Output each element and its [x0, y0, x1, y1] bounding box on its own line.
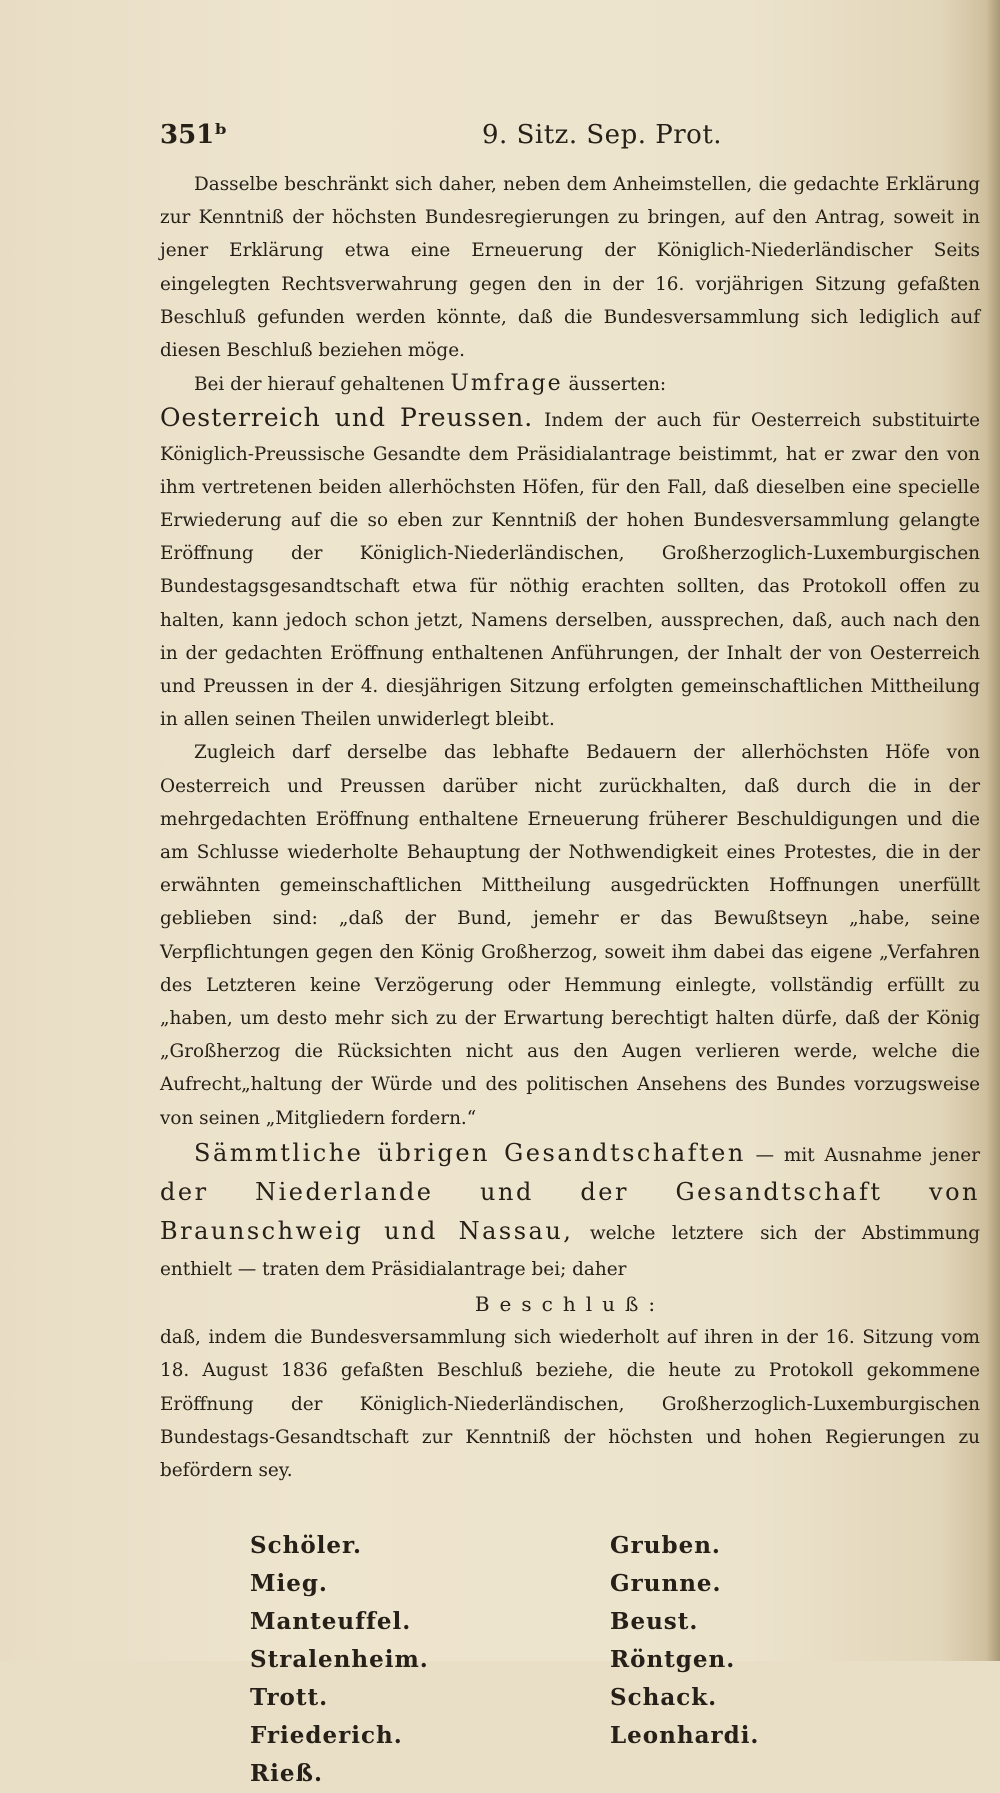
signature: Beust. [610, 1608, 699, 1636]
gesandtschaften-exceptions: der Niederlande und der Gesandtschaft von Braunschweig und Nassau, [160, 1177, 980, 1245]
paragraph-zugleich: Zugleich darf derselbe das lebhafte Bedauern der allerhöchsten Höfe von Oesterreich und Preussen darüber nicht zurückhalten, daß durch die in der mehrgedachten Eröffnung enthaltene Erneuerung früherer Beschuldigungen und die am Schlusse wiederholte Behauptung der Nothwendigkeit eines Protestes, die in der erwähnten gemeinschaftlichen Mittheilung ausgedrückten Hoffnungen unerfüllt geblieben sind: „daß der Bund, jemehr er das Bewußtseyn „habe, seine Verpflichtungen gegen den König Großherzog, soweit ihm dabei das eigene „Verfahren des Letzteren keine Verzögerung oder Hemmung einlegte, vollständig erfüllt zu „haben, um desto mehr sich zu der Erwartung berechtigt halten dürfe, daß der König „Großherzog die Rücksichten nicht aus den Augen verlieren werde, welche die Aufrecht„haltung der Würde und des politischen Ansehens des Bundes vorzugsweise von seinen „Mitgliedern fordern.“ [160, 742, 980, 1129]
umfrage-pre: Bei der hierauf gehaltenen [194, 374, 451, 396]
signature: Trott. [250, 1684, 329, 1712]
signatures-left [250, 1527, 610, 1793]
signature: Friederich. [250, 1722, 403, 1750]
signatures [250, 1527, 990, 1793]
signature: Grunne. [610, 1570, 722, 1598]
body-text [160, 168, 980, 1487]
oesterreich-preussen-heading: Oesterreich und Preussen. [160, 403, 534, 433]
beschluss-heading: Beschluß: [474, 1291, 666, 1316]
paragraph-oesterreich-preussen [160, 401, 980, 736]
page-number: 351ᵇ [160, 120, 228, 150]
oesterreich-preussen-text: Indem der auch für Oesterreich substituirte Königlich-Preussische Gesandte dem Präsidialantrage beistimmt, hat er zwar den von ihm vertretenen beiden allerhöchsten Höfen, für den Fall, daß dieselben eine specielle Erwiederung auf die so eben zur Kenntniß der hohen Bundesversammlung gelangte Eröffnung der Königlich-Niederländischen, Großherzoglich-Luxemburgischen Bundestagsgesandtschaft etwa für nöthig erachten sollten, das Protokoll offen zu halten, kann jedoch schon jetzt, Namens derselben, aussprechen, daß, auch nach den in der gedachten Eröffnung enthaltenen Anführungen, der Inhalt der von Oesterreich und Preussen in der 4. diesjährigen Sitzung erfolgten gemeinschaftlichen Mittheilung in allen seinen Theilen unwiderlegt bleibt. [160, 410, 981, 731]
gesandtschaften-heading: Sämmtliche übrigen Gesandtschaften [194, 1138, 746, 1167]
signature: Schack. [610, 1684, 718, 1712]
page-header [160, 120, 990, 160]
signature: Mieg. [250, 1570, 328, 1598]
paragraph-intro: Dasselbe beschränkt sich daher, neben dem Anheimstellen, die gedachte Erklärung zur Kenntniß der höchsten Bundesregierungen zu bringen, auf den Antrag, soweit in jener Erklärung etwa eine Erneuerung der Königlich-Niederländischer Seits eingelegten Rechtsverwahrung gegen den in der 16. vorjährigen Sitzung gefaßten Beschluß gefunden werden könnte, daß die Bundesversammlung sich lediglich auf diesen Beschluß beziehen möge. [160, 174, 980, 362]
running-head: 9. Sitz. Sep. Prot. [482, 120, 723, 150]
signature: Gruben. [610, 1532, 721, 1560]
signature: Rieß. [250, 1760, 323, 1788]
paragraph-umfrage [160, 367, 980, 401]
signature: Röntgen. [610, 1646, 736, 1674]
signature: Schöler. [250, 1532, 363, 1560]
gesandtschaften-text-a: — mit Ausnahme jener [745, 1144, 980, 1166]
signature: Leonhardi. [610, 1722, 760, 1750]
paragraph-gesandtschaften [160, 1135, 980, 1288]
gesandtschaften-text-b: welche letztere sich der Abstimmung enthielt — traten dem Präsidialantrage bei; daher [160, 1222, 981, 1280]
signatures-right [610, 1527, 970, 1793]
umfrage-word: Umfrage [450, 371, 563, 397]
signature: Stralenheim. [250, 1646, 429, 1674]
paragraph-beschluss: daß, indem die Bundesversammlung sich wiederholt auf ihren in der 16. Sitzung vom 18. August 1836 gefaßten Beschluß beziehe, die heute zu Protokoll gekommene Eröffnung der Königlich-Niederländischen, Großherzoglich-Luxemburgischen Bundestags-Gesandtschaft zur Kenntniß der höchsten und hohen Regierungen zu befördern sey. [160, 1327, 980, 1481]
signature: Manteuffel. [250, 1608, 412, 1636]
umfrage-post: äusserten: [562, 374, 667, 396]
